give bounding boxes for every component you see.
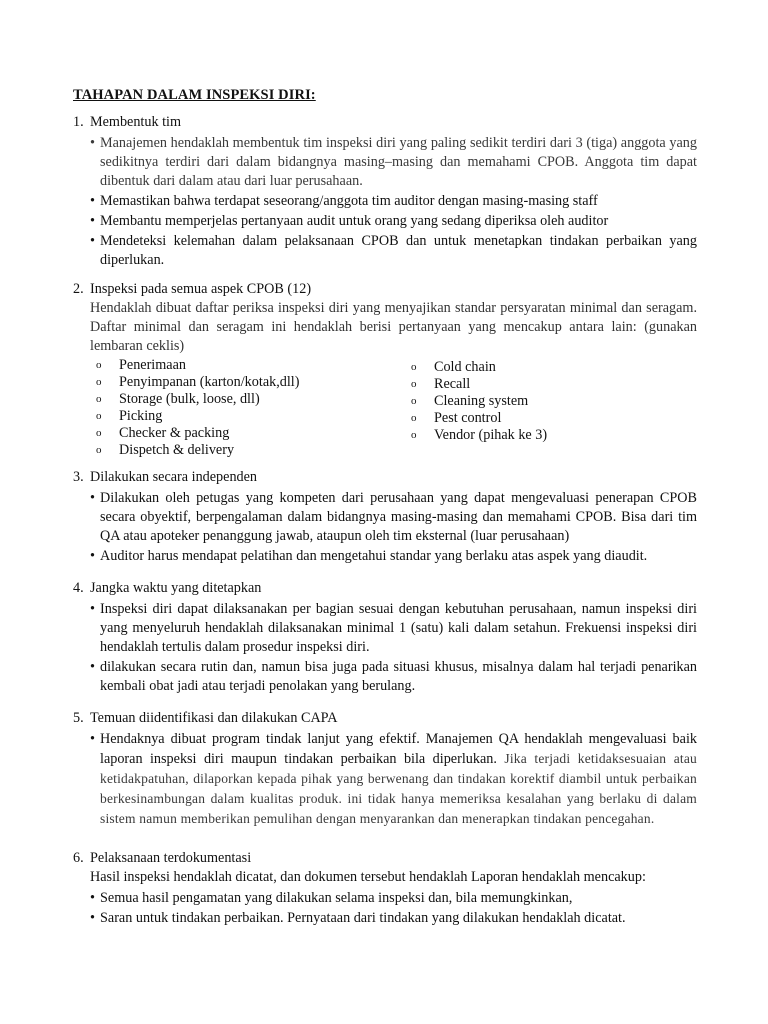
list-item: o Picking: [90, 408, 299, 425]
checklist-right: [405, 359, 547, 444]
bullet-list: [73, 889, 697, 928]
list-item: o Dispetch & delivery: [90, 442, 299, 459]
list-item: • Mendeteksi kelemahan dalam pelaksanaan CPOB dan untuk menetapkan tindakan perbaikan yang diperlukan.: [90, 232, 697, 270]
section-number: 5.: [73, 710, 84, 726]
section-heading: Membentuk tim: [90, 114, 182, 130]
section-paragraph: Hendaklah dibuat daftar periksa inspeksi diri yang menyajikan standar persyaratan minimal dan seragam. Daftar minimal dan seragam ini hendaklah berisi pertanyaan yang mencakup antara lain: (gunakan lembaran ceklis): [90, 300, 697, 354]
list-item: o Cleaning system: [405, 393, 547, 410]
list-item: • Memastikan bahwa terdapat seseorang/anggota tim auditor dengan masing-masing staff: [90, 192, 697, 211]
list-item: [90, 730, 697, 829]
list-item-text-continued: Jika terjadi ketidaksesuaian atau ketidakpatuhan, dilaporkan kepada pihak yang berwenang dan tindakan korektif diambil untuk perbaikan berkesinambungan dalam kualitas produk. ini tidak hanya memeriksa kesalahan yang berlaku di dalam sistem namun memberikan pemulihan dengan menyarankan dan menerapkan tindakan pencegahan.: [100, 751, 698, 826]
section-3: [73, 468, 697, 567]
bullet-list: [73, 489, 697, 566]
section-1: [73, 113, 697, 271]
section-number: 6.: [73, 850, 84, 866]
section-heading: Dilakukan secara independen: [90, 469, 258, 485]
bullet-list: [73, 134, 697, 270]
document-title: TAHAPAN DALAM INSPEKSI DIRI:: [73, 87, 316, 103]
list-item: o Cold chain: [405, 359, 547, 376]
list-item: o Storage (bulk, loose, dll): [90, 391, 299, 408]
list-item: • Inspeksi diri dapat dilaksanakan per bagian sesuai dengan kebutuhan perusahaan, namun inspeksi diri yang menyeluruh hendaklah dilaksanakan minimal 1 (satu) kali dalam setahun. Frekuensi inspeksi diri hendaklah tertulis dalam prosedur inspeksi diri.: [90, 600, 697, 657]
section-heading: Pelaksanaan terdokumentasi: [90, 850, 252, 866]
section-5: [73, 709, 697, 830]
section-number: 2.: [73, 281, 84, 297]
checklist-columns: [90, 356, 697, 458]
list-item: o Penyimpanan (karton/kotak,dll): [90, 374, 299, 391]
checklist-left: [90, 357, 299, 459]
section-number: 4.: [73, 580, 84, 596]
list-item: o Recall: [405, 376, 547, 393]
list-item: • Semua hasil pengamatan yang dilakukan selama inspeksi dan, bila memungkinkan,: [90, 889, 697, 908]
section-heading: Temuan diidentifikasi dan dilakukan CAPA: [90, 710, 338, 726]
section-paragraph: Hasil inspeksi hendaklah dicatat, dan dokumen tersebut hendaklah Laporan hendaklah mencakup:: [90, 869, 646, 885]
list-item: • Membantu memperjelas pertanyaan audit untuk orang yang sedang diperiksa oleh auditor: [90, 212, 697, 231]
section-6: [73, 849, 697, 929]
section-2: [73, 280, 697, 458]
section-heading: Inspeksi pada semua aspek CPOB (12): [90, 281, 312, 297]
list-item: • Auditor harus mendapat pelatihan dan mengetahui standar yang berlaku atas aspek yang diaudit.: [90, 547, 697, 566]
section-number: 1.: [73, 114, 84, 130]
bullet-list: [73, 730, 697, 829]
section-number: 3.: [73, 469, 84, 485]
list-item: o Vendor (pihak ke 3): [405, 427, 547, 444]
list-item: o Checker & packing: [90, 425, 299, 442]
list-item: o Pest control: [405, 410, 547, 427]
list-item: • dilakukan secara rutin dan, namun bisa juga pada situasi khusus, misalnya dalam hal terjadi penarikan kembali obat jadi atau terjadi penolakan yang berulang.: [90, 658, 697, 696]
section-4: [73, 579, 697, 697]
list-item: • Saran untuk tindakan perbaikan. Pernyataan dari tindakan yang dilakukan hendaklah dicatat.: [90, 909, 697, 928]
bullet-list: [73, 600, 697, 696]
list-item: • Dilakukan oleh petugas yang kompeten dari perusahaan yang dapat mengevaluasi penerapan CPOB secara obyektif, berpengalaman dalam bidangnya masing-masing dan memahami CPOB. Bisa dari tim QA atau apoteker penanggung jawab, ataupun oleh tim eksternal (luar perusahaan): [90, 489, 697, 546]
section-heading: Jangka waktu yang ditetapkan: [90, 580, 262, 596]
list-item-text: Hendaknya dibuat program tindak lanjut yang efektif. Manajemen QA hendaklah mengevaluasi baik laporan inspeksi diri maupun tindakan perbaikan bila diperlukan.: [100, 731, 697, 767]
list-item: o Penerimaan: [90, 357, 299, 374]
list-item: • Manajemen hendaklah membentuk tim inspeksi diri yang paling sedikit terdiri dari 3 (tiga) anggota yang sedikitnya terdiri dari dalam bidangnya masing–masing dan memahami CPOB. Anggota tim dapat dibentuk dari dalam atau dari luar perusahaan.: [90, 134, 697, 191]
